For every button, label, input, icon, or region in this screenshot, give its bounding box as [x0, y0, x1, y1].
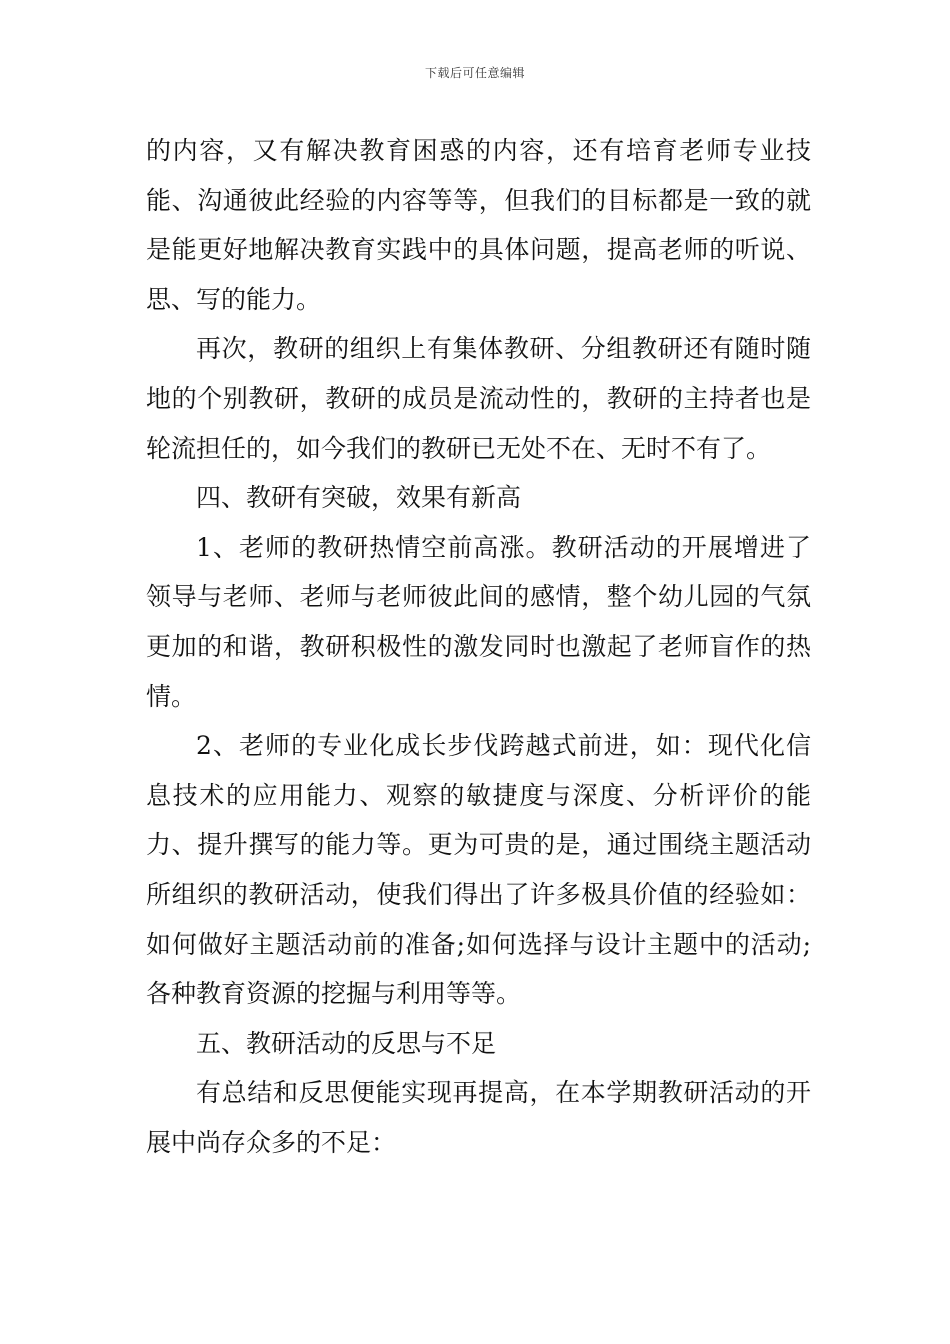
section-heading: 五、教研活动的反思与不足 [196, 1028, 497, 1058]
page-header: 下载后可任意编辑 [424, 66, 525, 80]
paragraph: 1、老师的教研热情空前高涨。教研活动的开展增进了领导与老师、老师与老师彼此间的感情，整个幼儿园的气氛更加的和谐，教研积极性的激发同时也激起了老师盲作的热情。 [146, 532, 811, 711]
paragraph: 再次，教研的组织上有集体教研、分组教研还有随时随地的个别教研，教研的成员是流动性的，教研的主持者也是轮流担任的，如今我们的教研已无处不在、无时不有了。 [146, 334, 811, 463]
paragraph: 有总结和反思便能实现再提高，在本学期教研活动的开展中尚存众多的不足： [146, 1078, 811, 1157]
paragraph: 2、老师的专业化成长步伐跨越式前进，如：现代化信息技术的应用能力、观察的敏捷度与深度、分析评价的能力、提升撰写的能力等。更为可贵的是，通过围绕主题活动所组织的教研活动，使我们得出了许多极具价值的经验如：如何做好主题活动前的准备;如何选择与设计主题中的活动;各种教育资源的挖掘与利用等等。 [146, 731, 811, 1009]
section-heading: 四、教研有突破，效果有新高 [196, 483, 522, 513]
paragraph: 的内容，又有解决教育困惑的内容，还有培育老师专业技能、沟通彼此经验的内容等等，但我们的目标都是一致的就是能更好地解决教育实践中的具体问题，提高老师的听说、思、写的能力。 [146, 136, 811, 314]
document-body [146, 126, 811, 1167]
